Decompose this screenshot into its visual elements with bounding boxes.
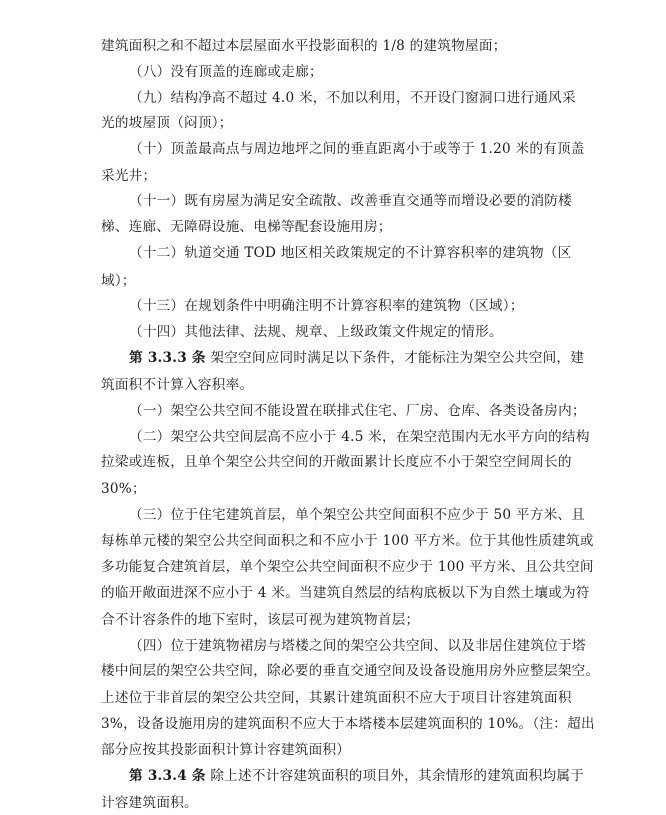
line-text: （十一）既有房屋为满足安全疏散、改善垂直交通等而增设必要的消防楼 — [129, 193, 572, 209]
line-text: （十二）轨道交通 TOD 地区相关政策规定的不计算容积率的建筑物（区 — [129, 245, 572, 261]
line-text: 3%，设备设施用房的建筑面积不应大于本塔楼本层建筑面积的 10%。（注：超出 — [101, 716, 595, 732]
line-text: 部分应按其投影面积计算计容建筑面积） — [101, 742, 351, 758]
text-line — [101, 37, 571, 55]
line-text: 每栋单元楼的架空公共空间面积之和不应小于 100 平方米。位于其他性质建筑或 — [101, 533, 594, 549]
text-line — [101, 218, 571, 236]
line-text: （四）位于建筑物裙房与塔楼之间的架空公共空间、以及非居住建筑位于塔 — [129, 638, 586, 654]
line-text: 楼中间层的架空公共空间，除必要的垂直交通空间及设备设施用房外应整层架空。 — [101, 663, 600, 679]
text-line — [101, 794, 571, 812]
line-text: 合不计容条件的地下室时，该层可视为建筑物首层； — [101, 612, 420, 628]
line-text: 光的坡屋顶（闷顶）； — [101, 115, 233, 131]
text-line — [129, 63, 571, 81]
text-line — [129, 767, 585, 785]
text-line — [101, 558, 594, 576]
text-line — [129, 402, 586, 420]
text-line — [129, 140, 585, 158]
article-number: 第 3.3.3 条 — [129, 350, 206, 366]
text-line — [101, 272, 571, 290]
text-line — [101, 715, 595, 733]
text-line — [129, 428, 590, 446]
line-text: 上述位于非首层的架空公共空间，其累计建筑面积不应大于项目计容建筑面积 — [101, 690, 572, 706]
line-text: （十）顶盖最高点与周边地坪之间的垂直距离小于或等于 1.20 米的有顶盖 — [129, 141, 585, 157]
text-line — [129, 192, 571, 210]
line-text: 架空空间应同时满足以下条件，才能标注为架空公共空间，建 — [205, 350, 585, 366]
line-text: 建筑面积之和不超过本层屋面水平投影面积的 1/8 的建筑物屋面； — [101, 38, 507, 54]
text-line — [129, 244, 571, 262]
text-line — [101, 376, 571, 394]
text-line — [129, 637, 586, 655]
text-line — [101, 584, 590, 602]
text-line — [101, 741, 571, 759]
text-line — [101, 453, 571, 471]
text-line — [129, 506, 586, 524]
text-line — [129, 349, 585, 367]
line-text: （八）没有顶盖的连廊或走廊； — [129, 64, 323, 80]
text-line — [101, 167, 571, 185]
line-text: 计容建筑面积。 — [101, 795, 198, 811]
text-line — [129, 297, 571, 315]
line-text: （一）架空公共空间不能设置在联排式住宅、厂房、仓库、各类设备房内； — [129, 403, 586, 419]
line-text: 梯、连廊、无障碍设施、电梯等配套设施用房； — [101, 219, 392, 235]
line-text: （十四）其他法律、法规、规章、上级政策文件规定的情形。 — [129, 324, 503, 340]
text-line — [101, 689, 571, 707]
line-text: （三）位于住宅建筑首层，单个架空公共空间面积不应少于 50 平方米、且 — [129, 507, 586, 523]
text-line — [101, 611, 571, 629]
line-text: 拉梁或连板，且单个架空公共空间的开敞面累计长度应不小于架空空间周长的 — [101, 454, 572, 470]
article-number: 第 3.3.4 条 — [129, 768, 206, 784]
line-text: （九）结构净高不超过 4.0 米，不加以利用，不开设门窗洞口进行通风采 — [129, 90, 576, 106]
text-line — [129, 323, 571, 341]
line-text: 除上述不计容建筑面积的项目外，其余情形的建筑面积均属于 — [205, 768, 585, 784]
text-line — [101, 480, 571, 498]
line-text: 多功能复合建筑首层，单个架空公共空间面积不应少于 100 平方米、且公共空间 — [101, 559, 594, 575]
line-text: 筑面积不计算入容积率。 — [101, 377, 254, 393]
line-text: 采光井； — [101, 168, 157, 184]
line-text: （二）架空公共空间层高不应小于 4.5 米，在架空范围内无水平方向的结构 — [129, 429, 590, 445]
text-line — [129, 89, 576, 107]
line-text: 域）； — [101, 273, 136, 289]
line-text: 的临开敞面进深不应小于 4 米。当建筑自然层的结构底板以下为自然土壤或为符 — [101, 585, 590, 601]
text-line — [101, 532, 594, 550]
text-line — [101, 114, 571, 132]
line-text: （十三）在规划条件中明确注明不计算容积率的建筑物（区域）； — [129, 298, 524, 314]
text-line — [101, 662, 600, 680]
line-text: 30%； — [101, 481, 146, 497]
